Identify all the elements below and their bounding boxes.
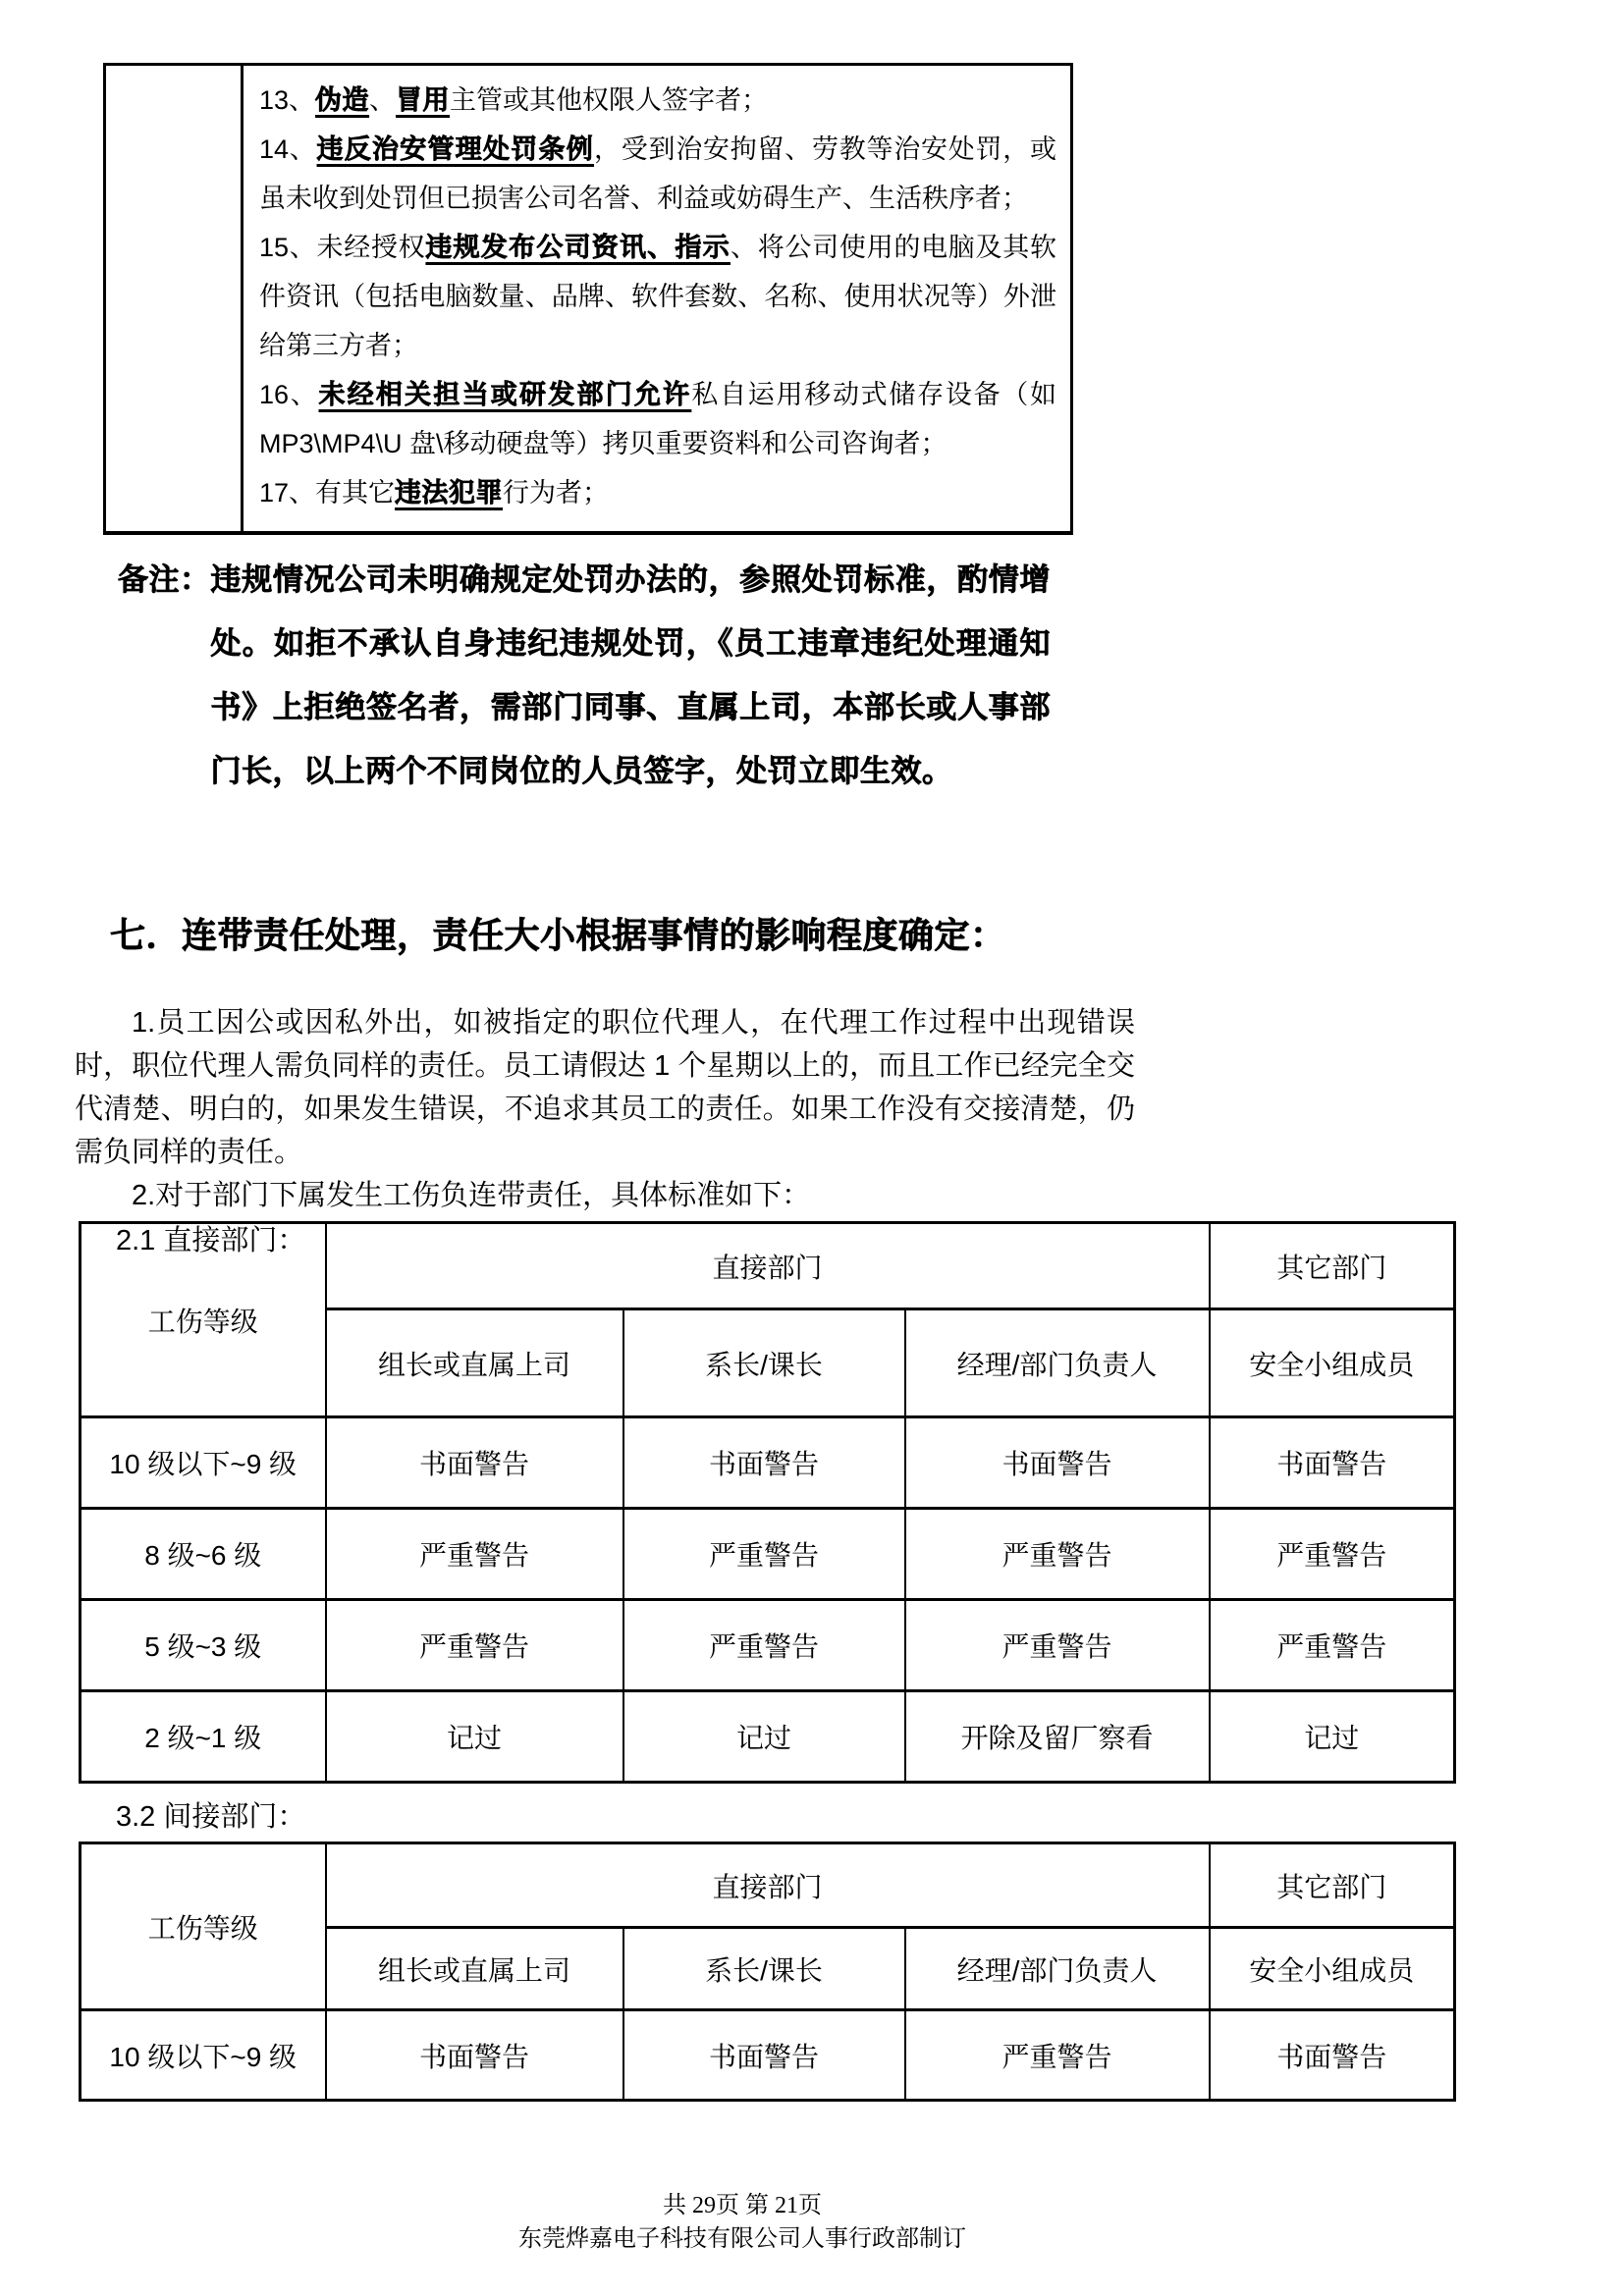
header-section-chief: 系长/课长 — [623, 1928, 905, 2010]
header-group-direct: 直接部门 — [326, 1843, 1210, 1928]
header-leader: 组长或直属上司 — [326, 1309, 623, 1417]
violation-emphasis: 未经相关担当或研发部门允许 — [318, 380, 692, 409]
paragraph-1: 1.员工因公或因私外出，如被指定的职位代理人，在代理工作过程中出现错误时，职位代理人需负同样的责任。员工请假达 1 个星期以上的，而且工作已经完全交代清楚、明白的，如果发生错误，不追求其员工的责任。如果工作没有交接清楚，仍需负同样的责任。 — [75, 1007, 1135, 1168]
violation-item-17 — [259, 468, 1056, 517]
sub-label-direct: 2.1 直接部门： — [116, 1225, 306, 1256]
note-label: 备注： — [118, 562, 211, 597]
cell-penalty: 严重警告 — [1210, 1600, 1455, 1691]
table-row — [81, 1417, 1455, 1509]
header-injury-grade: 工伤等级 — [81, 1843, 326, 2010]
violation-text: 私自运用移动式储存设备（如 MP3\MP4\U 盘\移动硬盘等）拷贝重要资料和公司咨询者； — [259, 380, 1057, 458]
table-row — [81, 2010, 1455, 2101]
cell-penalty: 书面警告 — [1210, 2010, 1455, 2101]
cell-grade: 10 级以下~9 级 — [81, 2010, 326, 2101]
cell-penalty: 书面警告 — [326, 2010, 623, 2101]
cell-penalty: 开除及留厂察看 — [905, 1691, 1210, 1783]
page-footer — [0, 2189, 1485, 2256]
violation-text: 、将公司使用的电脑及其软件资讯（包括电脑数量、品牌、软件套数、名称、使用状况等）外泄给第三方者； — [259, 233, 1057, 360]
cell-penalty: 记过 — [1210, 1691, 1455, 1783]
cell-penalty: 严重警告 — [905, 1509, 1210, 1600]
header-injury-grade: 工伤等级 — [81, 1223, 326, 1417]
cell-grade: 10 级以下~9 级 — [81, 1417, 326, 1509]
page-count: 共 29页 第 21页 — [663, 2193, 822, 2218]
violation-text: 15、未经授权 — [259, 233, 426, 262]
header-group-other: 其它部门 — [1210, 1223, 1455, 1309]
violation-text: ，受到治安拘留、劳教等治安处罚，或虽未收到处罚但已损害公司名誉、利益或妨碍生产、生活秩序者； — [259, 134, 1056, 213]
cell-penalty: 记过 — [326, 1691, 623, 1783]
header-leader: 组长或直属上司 — [326, 1928, 623, 2010]
violation-emphasis: 伪造 — [315, 85, 370, 115]
cell-penalty: 书面警告 — [623, 2010, 905, 2101]
header-safety-team: 安全小组成员 — [1210, 1309, 1455, 1417]
violation-emphasis: 冒用 — [396, 85, 451, 115]
cell-grade: 2 级~1 级 — [81, 1691, 326, 1783]
paragraph-2: 2.对于部门下属发生工伤负连带责任，具体标准如下： — [132, 1180, 811, 1211]
cell-grade: 8 级~6 级 — [81, 1509, 326, 1600]
cell-penalty: 严重警告 — [623, 1600, 905, 1691]
note-text: 违规情况公司未明确规定处罚办法的，参照处罚标准，酌情增处。如拒不承认自身违纪违规处罚，《员工违章违纪处理通知书》上拒绝签名者，需部门同事、直属上司，本部长或人事部门长，以上两个不同岗位的人员签字，处罚立即生效。 — [210, 562, 1051, 788]
violation-item-14 — [259, 125, 1056, 223]
cell-penalty: 严重警告 — [1210, 1509, 1455, 1600]
violation-text: 16、 — [259, 380, 319, 409]
cell-penalty: 记过 — [623, 1691, 905, 1783]
violation-text: 13、 — [259, 85, 316, 115]
header-safety-team: 安全小组成员 — [1210, 1928, 1455, 2010]
cell-penalty: 书面警告 — [905, 1417, 1210, 1509]
violation-item-16 — [259, 370, 1056, 468]
cell-penalty: 书面警告 — [326, 1417, 623, 1509]
note-block — [118, 548, 1051, 803]
sub-label-indirect: 3.2 间接部门： — [116, 1801, 306, 1833]
violations-table-empty-cell — [106, 66, 244, 531]
table-row — [81, 1691, 1455, 1783]
violations-table-content-cell — [244, 66, 1070, 531]
violation-item-13 — [259, 76, 1056, 125]
table-indirect-department — [79, 1842, 1456, 2102]
violation-text: 17、有其它 — [259, 478, 396, 507]
table-row — [81, 1509, 1455, 1600]
header-manager: 经理/部门负责人 — [905, 1928, 1210, 2010]
header-group-direct: 直接部门 — [326, 1223, 1210, 1309]
header-manager: 经理/部门负责人 — [905, 1309, 1210, 1417]
header-group-other: 其它部门 — [1210, 1843, 1455, 1928]
table-row — [81, 1600, 1455, 1691]
table-direct-department — [79, 1221, 1456, 1784]
cell-penalty: 书面警告 — [623, 1417, 905, 1509]
section-heading: 七．连带责任处理，责任大小根据事情的影响程度确定： — [110, 915, 1006, 955]
violation-item-15 — [259, 223, 1056, 370]
violation-text: 行为者； — [503, 478, 610, 507]
cell-penalty: 严重警告 — [905, 2010, 1210, 2101]
violation-text: 主管或其他权限人签字者； — [450, 85, 769, 115]
cell-penalty: 书面警告 — [1210, 1417, 1455, 1509]
violations-table — [103, 63, 1073, 535]
cell-penalty: 严重警告 — [623, 1509, 905, 1600]
cell-penalty: 严重警告 — [326, 1600, 623, 1691]
violation-text: 14、 — [259, 134, 317, 164]
cell-penalty: 严重警告 — [905, 1600, 1210, 1691]
header-section-chief: 系长/课长 — [623, 1309, 905, 1417]
violation-emphasis: 违法犯罪 — [395, 478, 504, 507]
cell-penalty: 严重警告 — [326, 1509, 623, 1600]
footer-org: 东莞烨嘉电子科技有限公司人事行政部制订 — [518, 2226, 966, 2252]
violation-text: 、 — [369, 85, 397, 115]
cell-grade: 5 级~3 级 — [81, 1600, 326, 1691]
violation-emphasis: 违规发布公司资讯、指示 — [425, 233, 731, 262]
violation-emphasis: 违反治安管理处罚条例 — [316, 134, 595, 164]
